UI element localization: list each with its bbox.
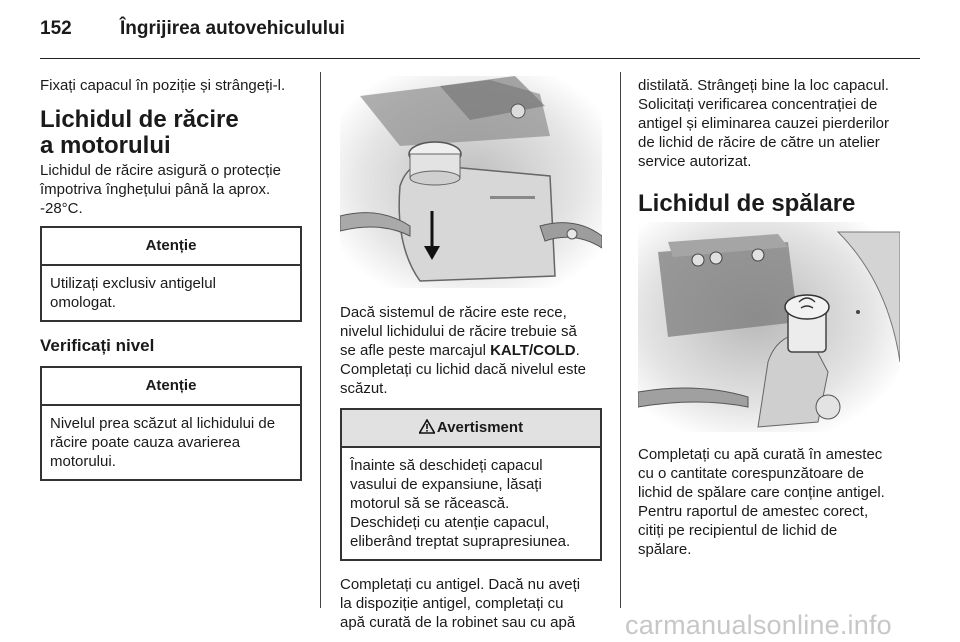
notice-body: [42, 266, 300, 320]
column-2: [340, 303, 602, 632]
intro-text: Fixați capacul în poziție și strângeți-l.: [40, 77, 286, 94]
warning-title-text: Avertisment: [436, 419, 524, 436]
page-header: [40, 18, 920, 48]
coolant-heading-line2: a motorului: [40, 132, 171, 159]
topup-text: Completați cu antigel. Dacă nu aveți: [340, 576, 581, 593]
kalt-cold-marking: KALT/COLD: [490, 342, 576, 359]
washer-reservoir-illustration: [638, 222, 900, 432]
coolant-body-line: -28°C.: [40, 200, 83, 217]
notice-line: Utilizați exclusiv antigelul: [50, 275, 216, 292]
warning-triangle-icon: [419, 412, 435, 448]
level-text: Completați cu lichid dacă nivelul este: [340, 361, 586, 378]
level-text: Dacă sistemul de răcire este rece,: [340, 304, 567, 321]
topup-text: la dispoziție antigel, completați cu: [340, 595, 564, 612]
column-divider-right: [620, 72, 621, 608]
coolant-heading-line1: Lichidul de răcire: [40, 106, 239, 133]
warning-line: Înainte să deschideți capacul: [350, 457, 543, 474]
column-1: [40, 76, 302, 481]
column-divider-left: [320, 72, 321, 608]
notice-line: motorului.: [50, 453, 116, 470]
level-text: nivelul lichidului de răcire trebuie să: [340, 323, 577, 340]
notice-body: [42, 406, 300, 479]
coolant-body-line: împotriva înghețului până la aprox.: [40, 181, 271, 198]
watermark: carmanualsonline.info: [625, 610, 892, 640]
warning-box: [340, 408, 602, 561]
warning-body: [342, 448, 600, 559]
coolant-reservoir-illustration: [340, 76, 602, 288]
warning-line: eliberând treptat suprapresiunea.: [350, 533, 571, 550]
check-level-subheading: Verificați nivel: [40, 336, 155, 355]
column-3: [638, 76, 920, 217]
washer-text: Pentru raportul de amestec corect,: [638, 503, 869, 520]
column-3-lower: [638, 445, 920, 559]
warning-line: motorul să se răcească.: [350, 495, 510, 512]
washer-text: lichid de spălare care conține antigel.: [638, 484, 885, 501]
washer-text: spălare.: [638, 541, 692, 558]
washer-text: citiți pe recipientul de lichid de: [638, 522, 838, 539]
level-text-part: .: [575, 342, 580, 359]
header-rule: [40, 58, 920, 59]
warning-title: [342, 410, 600, 448]
page-number: 152: [40, 18, 72, 39]
coolant-body-line: Lichidul de răcire asigură o protecție: [40, 162, 281, 179]
topup-text: apă curată de la robinet sau cu apă: [340, 614, 576, 631]
notice-line: Nivelul prea scăzut al lichidului de: [50, 415, 276, 432]
continued-text: distilată. Strângeți bine la loc capacul.: [638, 77, 889, 94]
level-text: scăzut.: [340, 380, 388, 397]
continued-text: Solicitați verificarea concentrației de: [638, 96, 878, 113]
running-title: Îngrijirea autovehiculului: [120, 18, 345, 39]
warning-line: Deschideți cu atenție capacul,: [350, 514, 550, 531]
notice-line: omologat.: [50, 294, 116, 311]
notice-box-level: [40, 366, 302, 481]
washer-text: Completați cu apă curată în amestec: [638, 446, 883, 463]
notice-line: răcire poate cauza avarierea: [50, 434, 241, 451]
level-text-part: se afle peste marcajul: [340, 342, 491, 359]
washer-text: cu o cantitate corespunzătoare de: [638, 465, 864, 482]
washer-fluid-heading: Lichidul de spălare: [638, 190, 856, 217]
continued-text: service autorizat.: [638, 153, 752, 170]
continued-text: antigel și eliminarea cauzei pierderilor: [638, 115, 889, 132]
continued-text: de lichid de răcire de către un atelier: [638, 134, 880, 151]
notice-box-antifreeze: [40, 226, 302, 322]
notice-title: Atenție: [42, 228, 300, 266]
warning-line: vasului de expansiune, lăsați: [350, 476, 542, 493]
notice-title: Atenție: [42, 368, 300, 406]
level-text: [340, 341, 602, 360]
